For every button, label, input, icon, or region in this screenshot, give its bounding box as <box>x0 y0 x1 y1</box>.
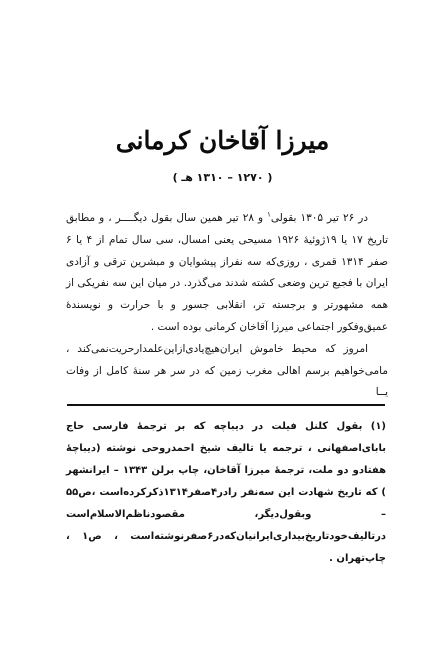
paragraph-2: امروز که محیط خاموش ایران‌هیچ‌یادی‌ازاین‌علمدار‌حریت‌نمی‌کند ، ما‌می‌خواهیم برسم اهالی مغرب زمین که در سر هر سنهٔ کامل از وفات یــا <box>66 342 388 399</box>
paragraph-1 <box>66 208 388 339</box>
footnote-divider <box>67 404 385 406</box>
chapter-title: میرزا آقاخان کرمانی <box>115 126 330 155</box>
paragraph-1-rest: و ۲۸ تیر همین سال بقول دیگــــر ، و مطابق تاریخ ۱۷ یا ۱۹ژوئیهٔ ۱۹۲۶ مسیحی یعنی امسال، سی سال تمام از ۴ یا ۶ صفر ۱۳۱۴ قمری ، روزی‌که سه نفراز پیشوایان و مبشرین ترقی و آزادی ایران با فجیع ترین وضعی کشته شدند می‌گذرد. در میان این سه نفریکی از همه مشهورتر و برجسته تر، انقلابی جسور و با حرارت و نویسندهٔ عمیق‌وفکور اجتماعی میرزا آقاخان کرمانی بوده است . <box>66 212 389 333</box>
footnote: (۱) بقول کلنل فیلت در دیباچه که بر ترجمهٔ فارسی حاج بابای‌اصفهانی ، ترجمه یا تالیف شیخ احمدروحی نوشته (دیباچهٔ هفتادو دو ملت، ترجمهٔ میرزا آقاخان، چاپ برلن ۱۳۴۳ – ایرانشهر ) که تاریخ شهادت این سه‌نفر رادر۴صفر۱۳۱۴ذکرکرده‌است ،ص۵۵ – وبقول‌دیگر، مقصودناظم‌الاسلام‌است درتالیف‌خودتاریخ‌بیداری‌ایرانیان‌که‌در۶صفرنوشته‌است ، ص۱ ، چاپ‌تهران . <box>66 421 386 564</box>
paragraph-1-start: در ۲۶ تیر ۱۳۰۵ بقولی <box>270 212 368 224</box>
main-text <box>66 208 388 404</box>
chapter-dates: ( ۱۲۷۰ – ۱۳۱۰ هـ ) <box>172 171 273 184</box>
footnote-marker: ۱ <box>267 210 271 219</box>
